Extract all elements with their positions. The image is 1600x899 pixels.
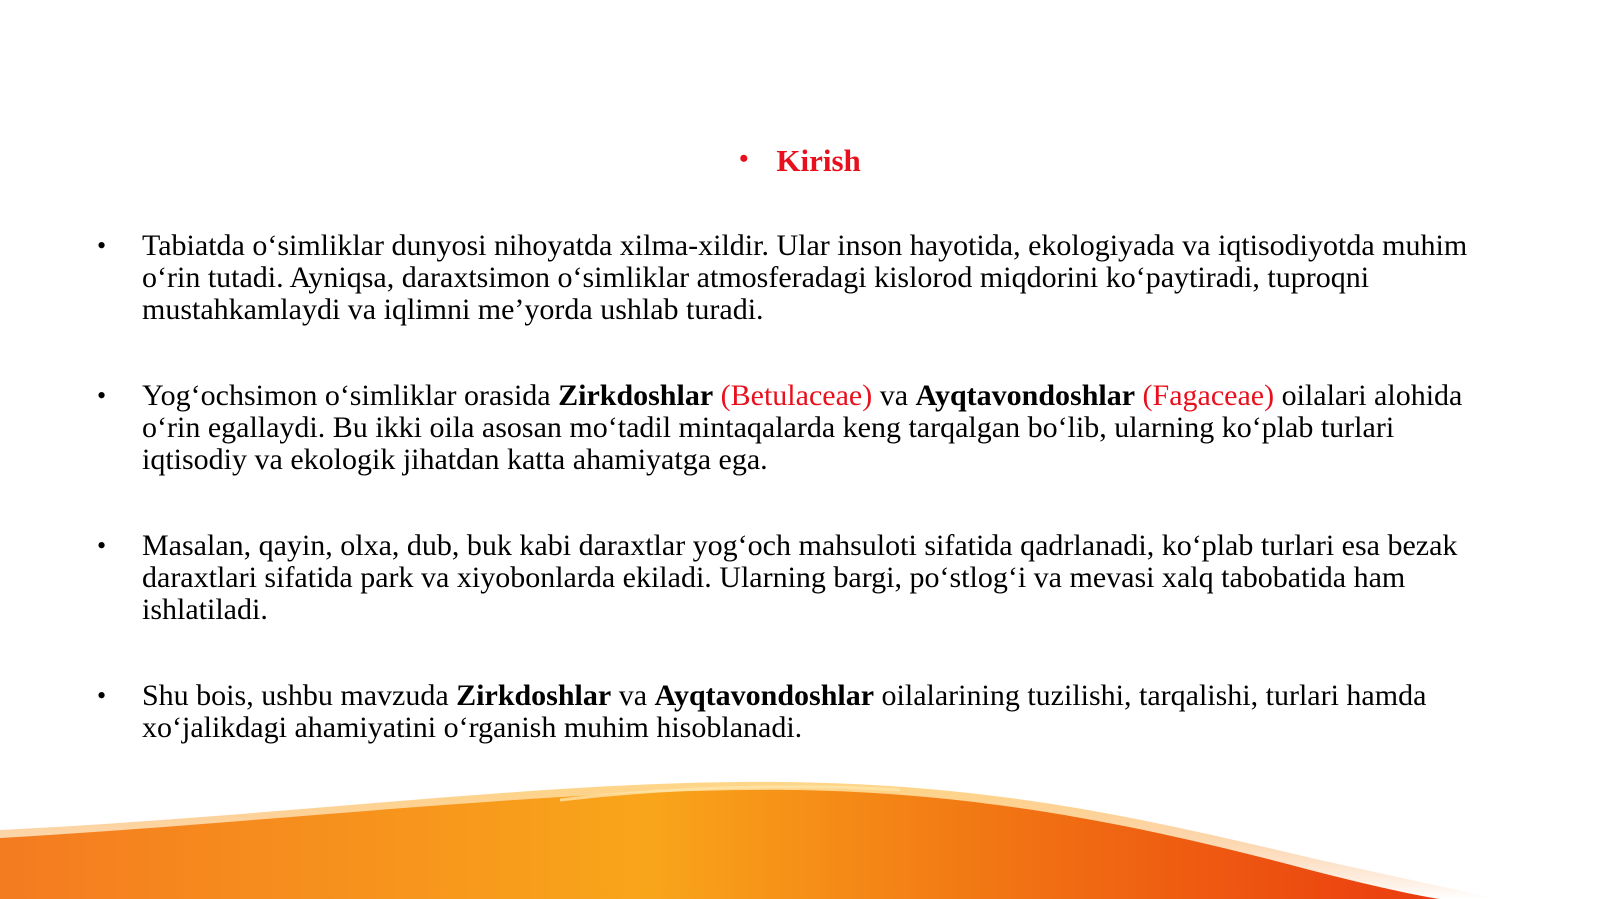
family-name-betulaceae: Zirkdoshlar <box>558 379 714 412</box>
family-name-fagaceae: Ayqtavondoshlar <box>915 379 1136 412</box>
bullet-icon: • <box>97 381 107 410</box>
family-name-betulaceae: Zirkdoshlar <box>456 679 612 712</box>
bullet-item-3 <box>97 530 1477 626</box>
bullet-text-part: va <box>611 679 655 712</box>
title-text: Kirish <box>776 143 861 178</box>
family-name-fagaceae: Ayqtavondoshlar <box>654 679 875 712</box>
bullet-text <box>142 530 1477 626</box>
bullet-item-1 <box>97 230 1477 326</box>
bullet-text-part: Masalan, qayin, olxa, dub, buk kabi daraxtlar yog‘och mahsuloti sifatida qadrlanadi, ko‘plab turlari esa bezak daraxtlari sifatida park va xiyobonlarda ekiladi. Ularning bargi, po‘stlog‘i va mevasi xalq tabobatida ham ishlatiladi. <box>142 529 1458 626</box>
bullet-text-part: va <box>872 379 916 412</box>
bullet-icon: • <box>97 681 107 710</box>
bullet-text-part: oilalari alohida o‘rin egallaydi. Bu ikki oila asosan mo‘tadil mintaqalarda keng tarqalgan bo‘lib, ularning ko‘plab turlari iqtisodiy va ekologik jihatdan katta ahamiyatga ega. <box>142 379 1463 476</box>
latin-name-betulaceae: (Betulaceae) <box>713 379 873 412</box>
bullet-text-part: oilalarining tuzilishi, tarqalishi, turlari hamda xo‘jalikdagi ahamiyatini o‘rganish muhim hisoblanadi. <box>142 679 1427 744</box>
bullet-text-part: Tabiatda o‘simliklar dunyosi nihoyatda xilma-xildir. Ular inson hayotida, ekologiyada va iqtisodiyotda muhim o‘rin tutadi. Ayniqsa, daraxtsimon o‘simliklar atmosferadagi kislorod miqdorini ko‘paytiradi, tuproqni mustahkamlaydi va iqlimni me’yorda ushlab turadi. <box>142 229 1468 326</box>
bullet-text <box>142 680 1477 744</box>
bullet-item-2 <box>97 380 1477 476</box>
bullet-text <box>142 230 1477 326</box>
title-bullet-icon: • <box>739 144 749 173</box>
bullet-text-part: Shu bois, ushbu mavzuda <box>142 679 457 712</box>
bullet-text-part: Yog‘ochsimon o‘simliklar orasida <box>142 379 559 412</box>
latin-name-fagaceae: (Fagaceae) <box>1135 379 1275 412</box>
bullet-item-4 <box>97 680 1477 744</box>
bullet-icon: • <box>97 531 107 560</box>
orange-wave-decoration <box>0 760 1600 899</box>
bullet-icon: • <box>97 231 107 260</box>
bullet-text <box>142 380 1477 476</box>
